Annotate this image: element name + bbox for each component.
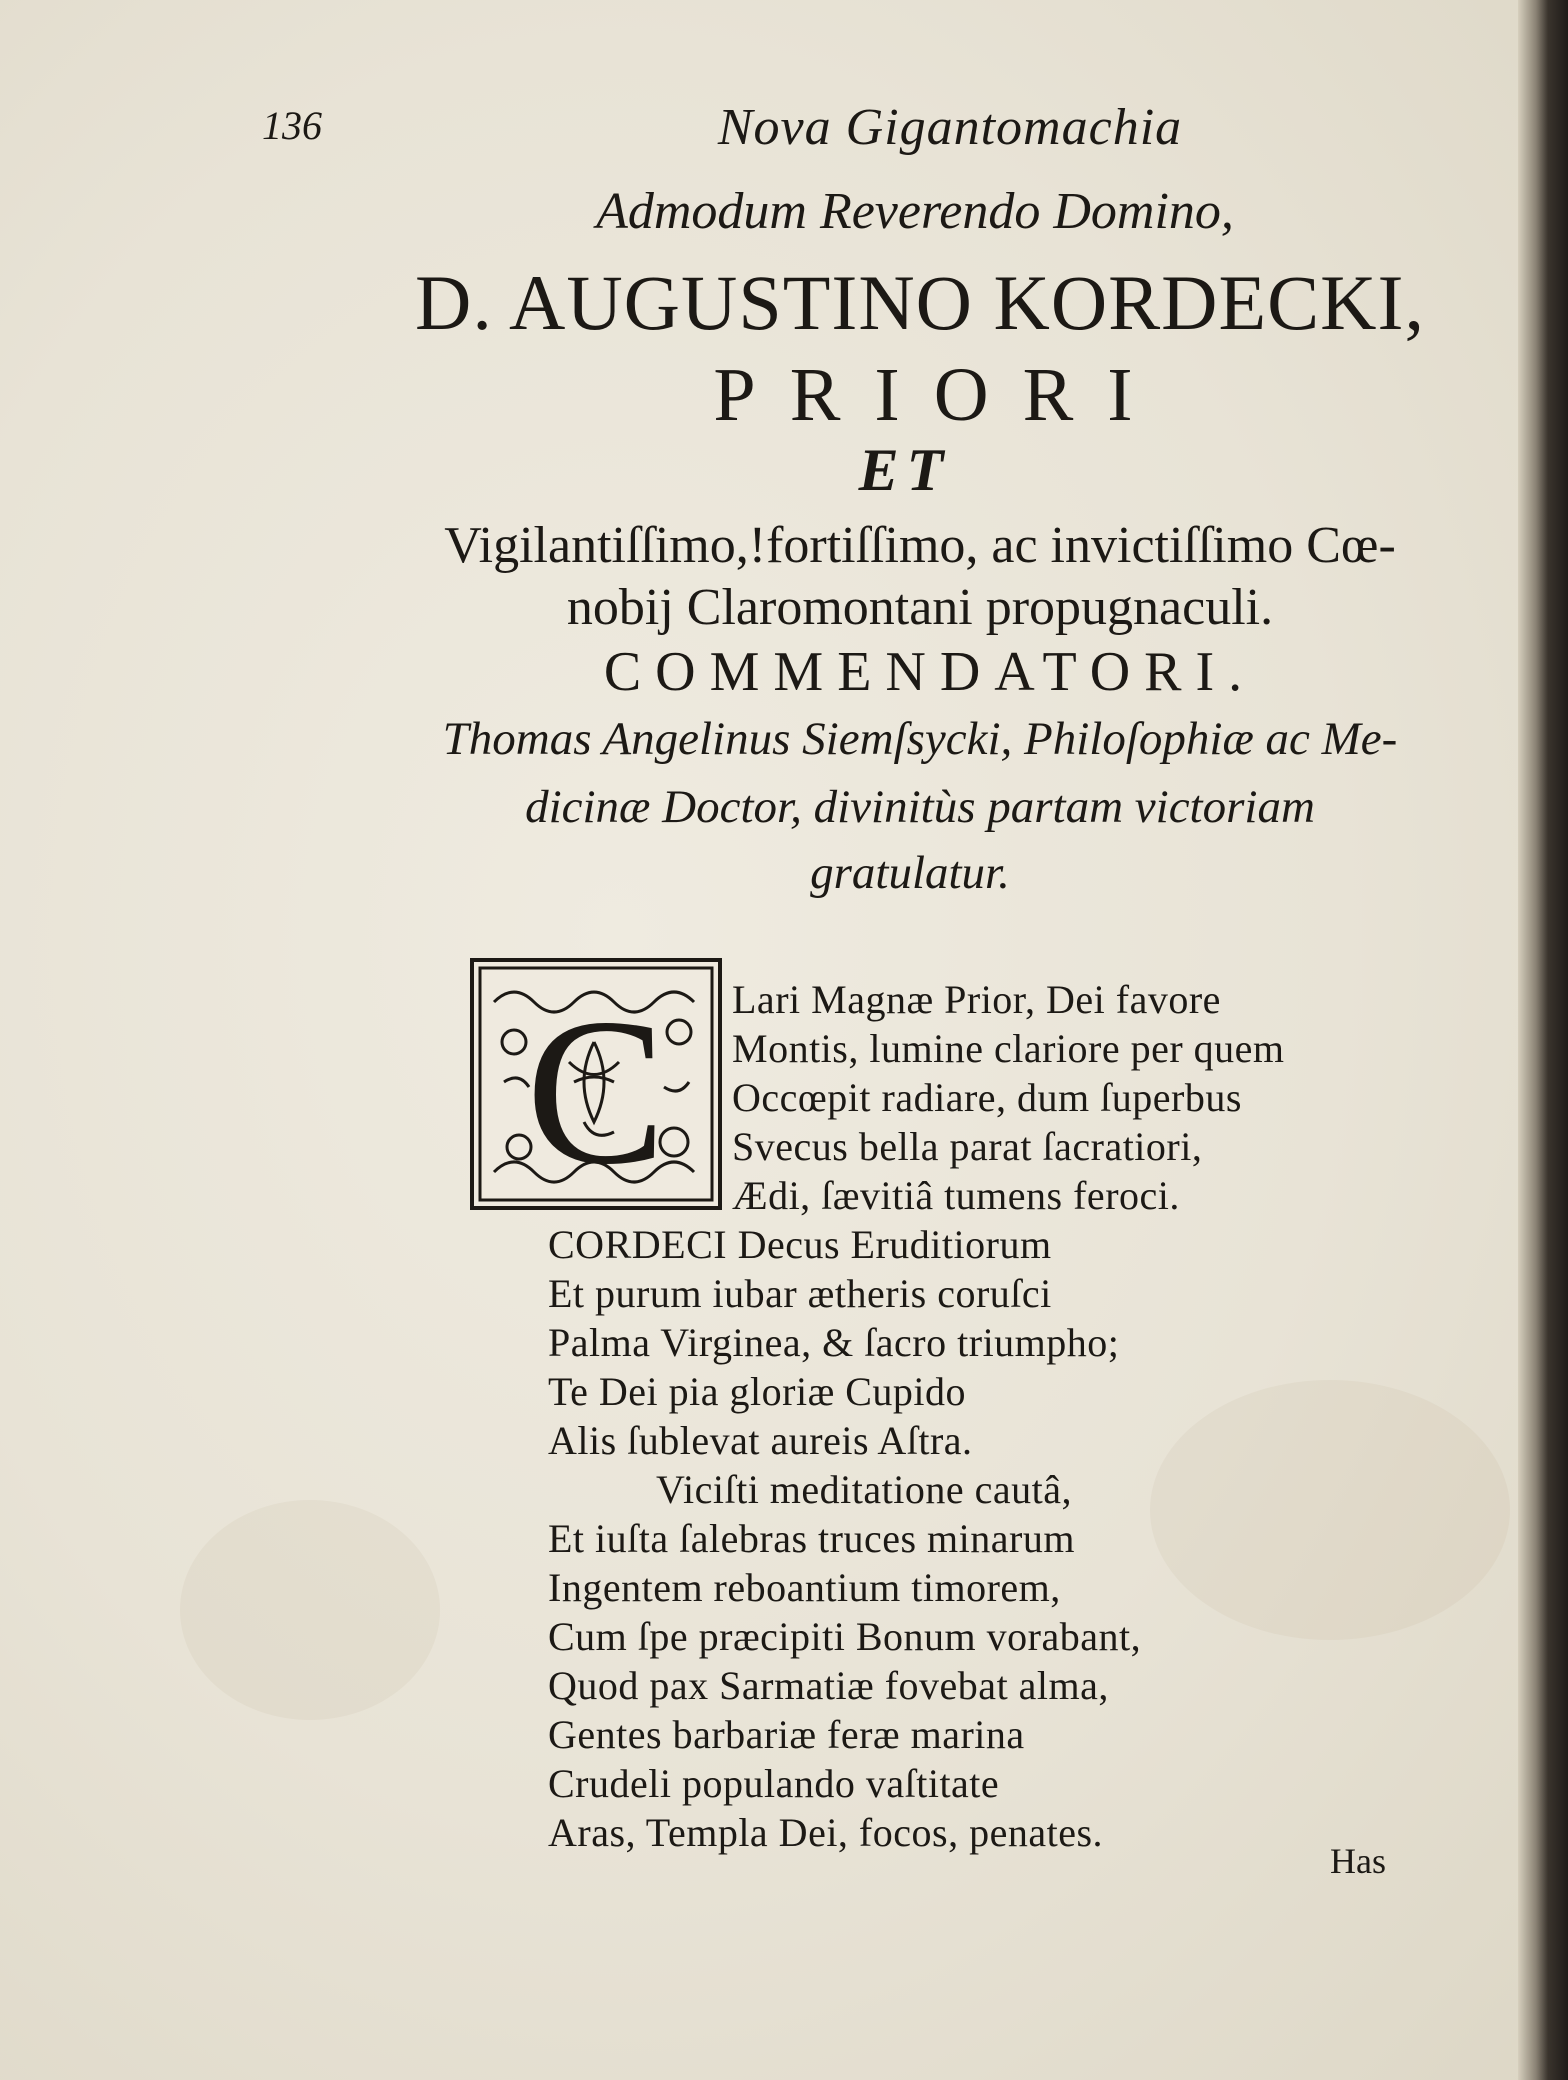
- author-line: dicinæ Doctor, divinitùs partam victoriam: [525, 781, 1315, 833]
- poem-line: Quod pax Sarmatiæ fovebat alma,: [548, 1663, 1109, 1708]
- author-line: Thomas Angelinus Siemſsycki, Philoſophiæ ac Me-: [442, 713, 1398, 765]
- poem-line: Lari Magnæ Prior, Dei favore: [732, 977, 1221, 1022]
- page-gutter-edge: [1518, 0, 1548, 2080]
- poem-line: Aras, Templa Dei, focos, penates.: [548, 1810, 1104, 1855]
- poem-line: Svecus bella parat ſacratiori,: [732, 1124, 1203, 1169]
- dedication-salutation: Admodum Reverendo Domino,: [596, 183, 1234, 240]
- drop-cap-letter: C: [525, 976, 667, 1206]
- poem-line: Palma Virginea, & ſacro triumpho;: [548, 1320, 1120, 1365]
- poem-line: Ædi, ſævitiâ tumens feroci.: [732, 1173, 1180, 1218]
- dedicatee-title: PRIORI: [713, 353, 1167, 437]
- poem-line: Occœpit radiare, dum ſuperbus: [732, 1075, 1242, 1120]
- epithet-line: Vigilantiſſimo,!fortiſſimo, ac invictiſſimo Cœ-: [444, 517, 1396, 574]
- running-title: Nova Gigantomachia: [717, 99, 1183, 156]
- epithet-line: nobij Claromontani propugnaculi.: [566, 579, 1274, 636]
- poem-line: Et iuſta ſalebras truces minarum: [548, 1516, 1075, 1561]
- book-spine-shadow: [1548, 0, 1568, 2080]
- dedication-conjunction: ET: [858, 437, 952, 503]
- poem-line: Te Dei pia gloriæ Cupido: [548, 1369, 967, 1414]
- poem-line: Alis ſublevat aureis Aſtra.: [548, 1418, 973, 1463]
- poem-line: Viciſti meditatione cautâ,: [656, 1467, 1073, 1512]
- catchword: Has: [1330, 1841, 1386, 1881]
- poem-line: Et purum iubar ætheris coruſci: [548, 1271, 1052, 1316]
- poem-line: Ingentem reboantium timorem,: [548, 1565, 1061, 1610]
- poem-line: CORDECI Decus Eruditiorum: [548, 1222, 1052, 1267]
- page-number: 136: [262, 103, 322, 148]
- poem-line: Montis, lumine clariore per quem: [732, 1026, 1285, 1071]
- author-line: gratulatur.: [810, 847, 1010, 899]
- poem-line: Crudeli populando vaſtitate: [548, 1761, 1000, 1806]
- poem-line: Cum ſpe præcipiti Bonum vorabant,: [548, 1614, 1142, 1659]
- dedicatee-office: COMMENDATORI.: [603, 641, 1257, 703]
- poem-line: Gentes barbariæ feræ marina: [548, 1712, 1025, 1757]
- dedicatee-name: D. AUGUSTINO KORDECKI,: [415, 259, 1425, 346]
